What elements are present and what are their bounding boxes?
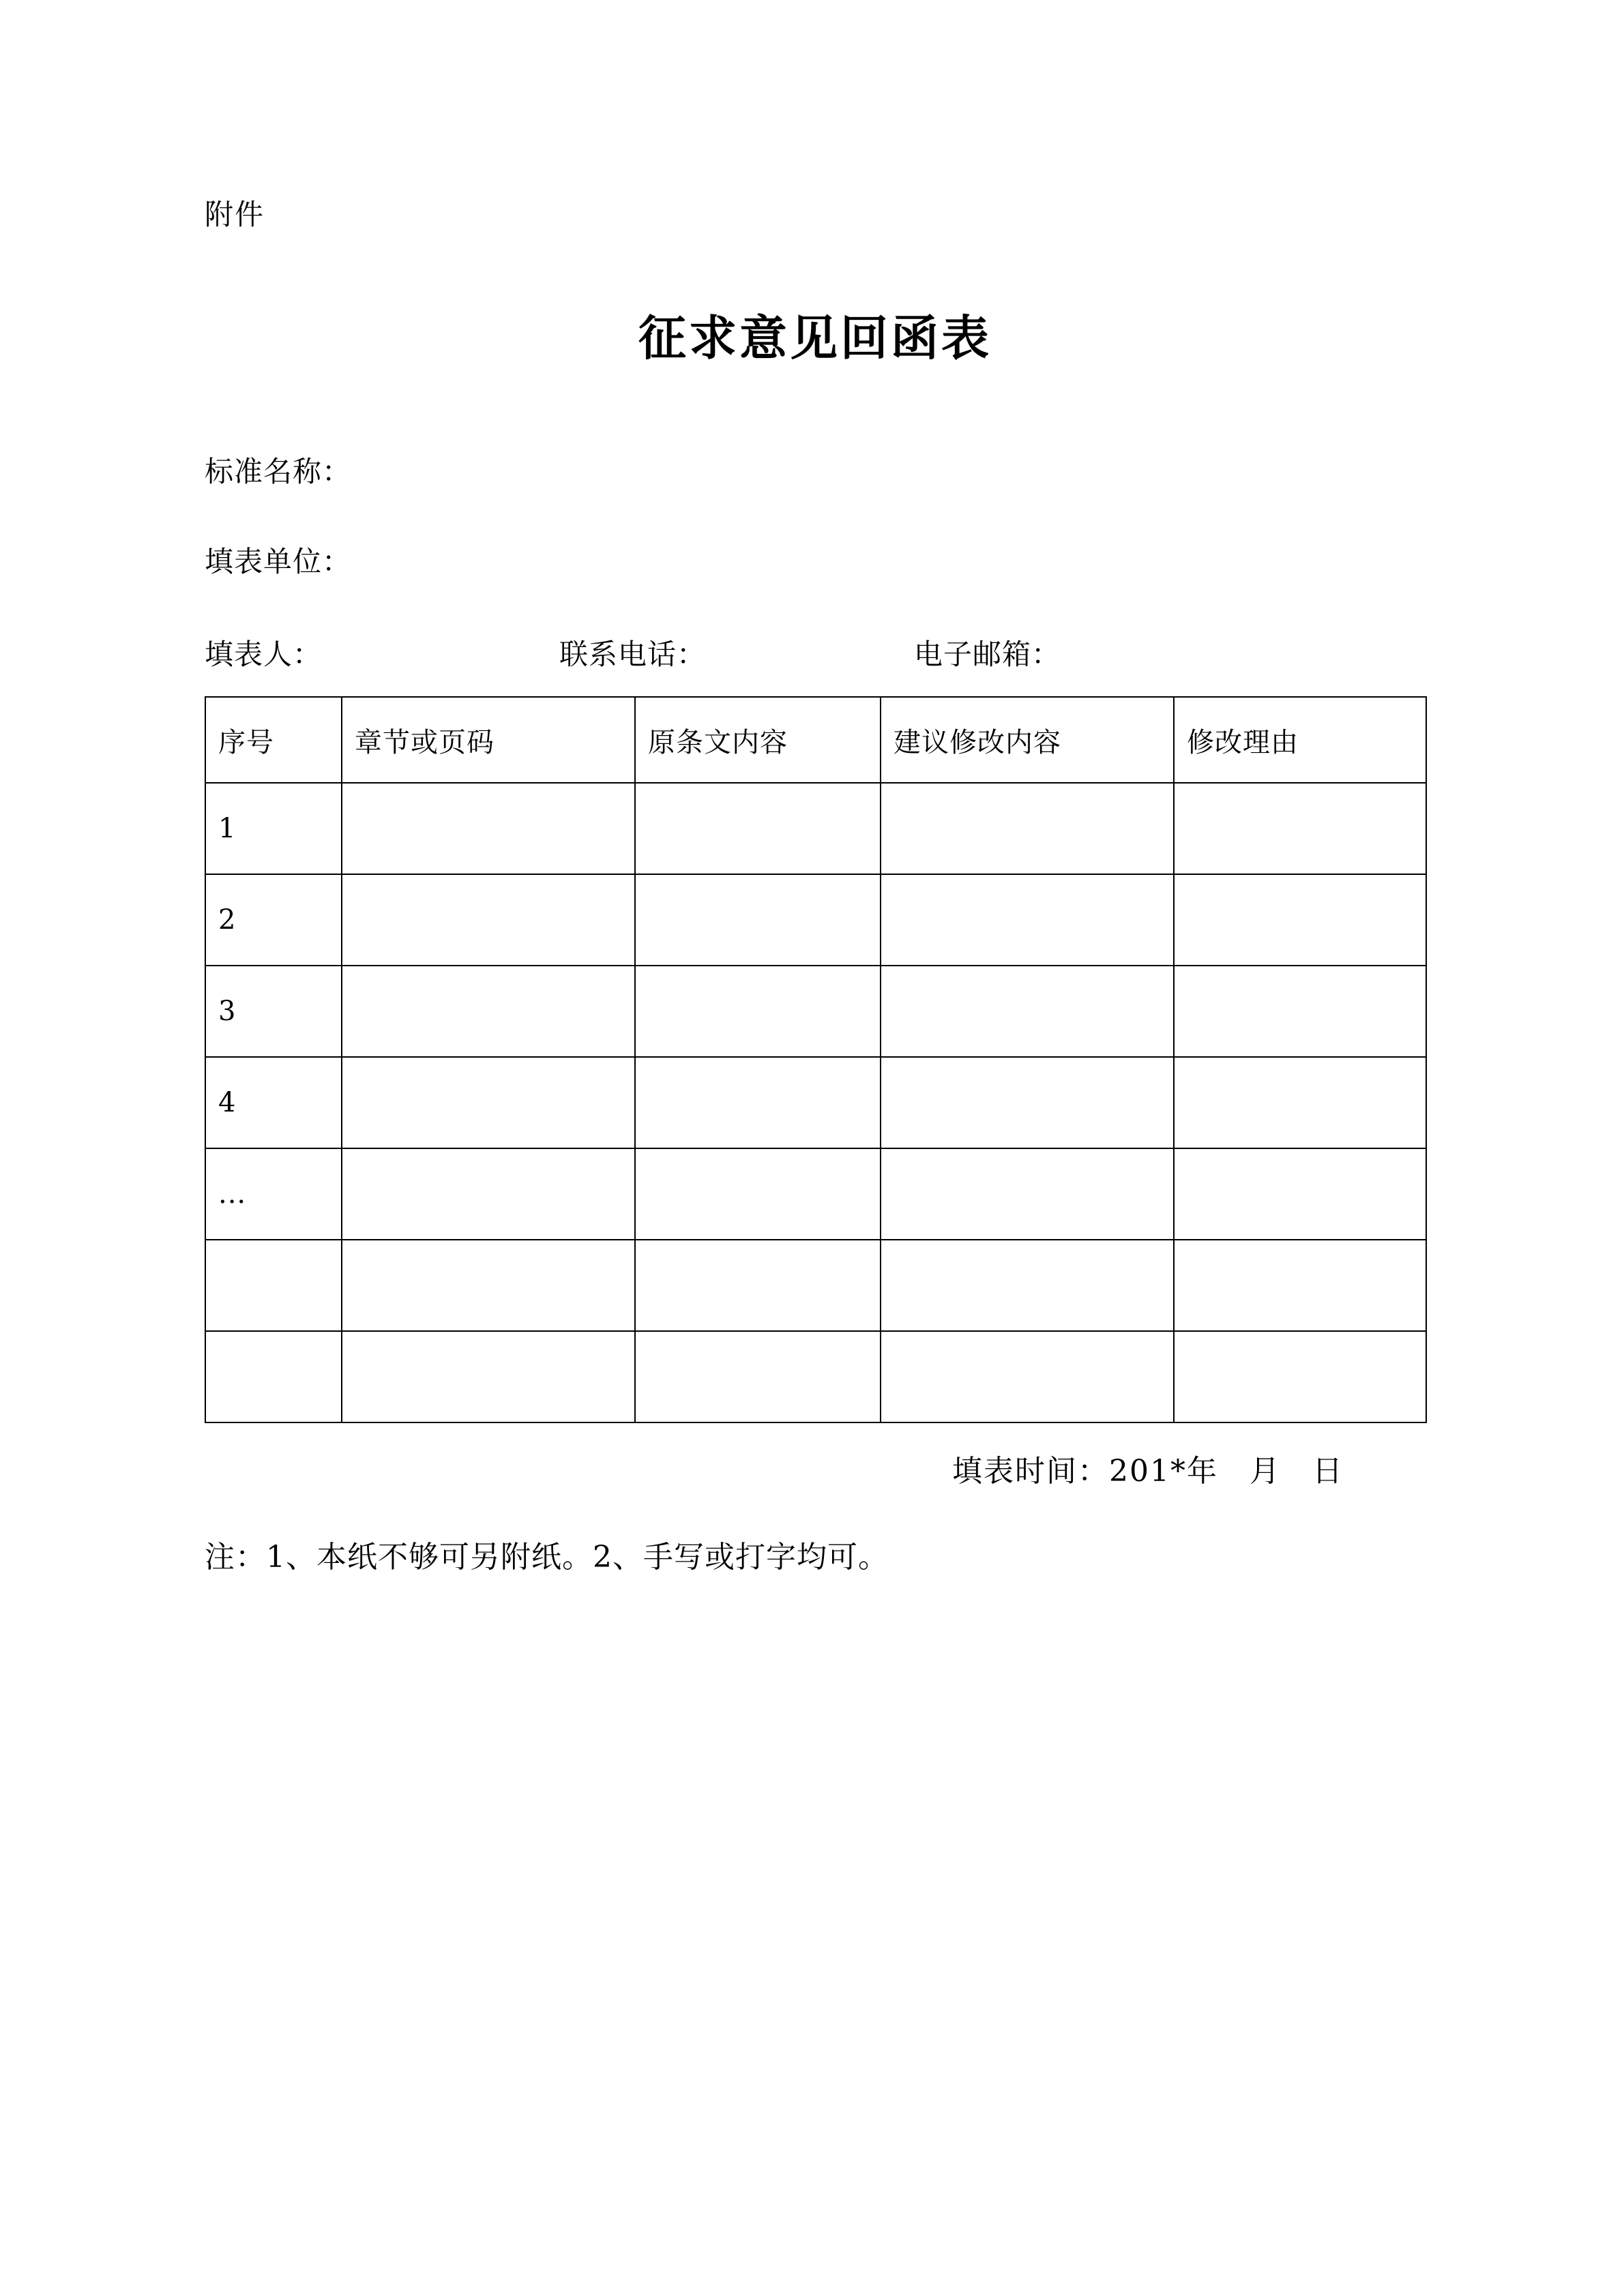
cell-original[interactable] — [635, 966, 881, 1057]
cell-chapter[interactable] — [342, 1148, 635, 1240]
cell-original[interactable] — [635, 1057, 881, 1148]
cell-original[interactable] — [635, 1148, 881, 1240]
cell-reason[interactable] — [1174, 966, 1426, 1057]
cell-reason[interactable] — [1174, 1240, 1426, 1331]
cell-reason[interactable] — [1174, 874, 1426, 966]
field-email: 电子邮箱： — [914, 638, 1061, 672]
cell-suggestion[interactable] — [881, 1148, 1174, 1240]
attachment-label: 附件 — [205, 198, 265, 231]
field-filling-unit: 填表单位： — [205, 545, 352, 579]
field-standard-name: 标准名称： — [205, 455, 352, 489]
cell-reason[interactable] — [1174, 1057, 1426, 1148]
table-header-suggestion: 建议修改内容 — [881, 697, 1174, 783]
table-header-no: 序号 — [205, 697, 342, 783]
field-filler: 填表人： — [205, 638, 323, 672]
table-row — [205, 1331, 1426, 1422]
cell-chapter[interactable] — [342, 1331, 635, 1422]
table-row — [205, 1240, 1426, 1331]
table-row — [205, 1057, 1426, 1148]
cell-original[interactable] — [635, 1331, 881, 1422]
cell-suggestion[interactable] — [881, 874, 1174, 966]
cell-chapter[interactable] — [342, 966, 635, 1057]
cell-suggestion[interactable] — [881, 1057, 1174, 1148]
cell-reason[interactable] — [1174, 1331, 1426, 1422]
table-row — [205, 874, 1426, 966]
cell-original[interactable] — [635, 1240, 881, 1331]
cell-chapter[interactable] — [342, 783, 635, 874]
cell-original[interactable] — [635, 874, 881, 966]
table-row — [205, 1148, 1426, 1240]
table-header-reason: 修改理由 — [1174, 697, 1426, 783]
table-row — [205, 966, 1426, 1057]
cell-chapter[interactable] — [342, 1057, 635, 1148]
cell-no: ... — [205, 1148, 342, 1240]
table-header-chapter: 章节或页码 — [342, 697, 635, 783]
field-contact-phone: 联系电话： — [559, 638, 707, 672]
cell-no[interactable] — [205, 1240, 342, 1331]
cell-no: 3 — [205, 966, 342, 1057]
cell-chapter[interactable] — [342, 874, 635, 966]
field-row-contact — [205, 632, 1426, 673]
fill-date-line: 填表时间：201*年 月 日 — [952, 1454, 1344, 1489]
cell-reason[interactable] — [1174, 1148, 1426, 1240]
page-title: 征求意见回函表 — [638, 310, 992, 367]
cell-chapter[interactable] — [342, 1240, 635, 1331]
cell-no[interactable] — [205, 1331, 342, 1422]
cell-no: 2 — [205, 874, 342, 966]
cell-no: 1 — [205, 783, 342, 874]
cell-suggestion[interactable] — [881, 1331, 1174, 1422]
cell-suggestion[interactable] — [881, 1240, 1174, 1331]
cell-suggestion[interactable] — [881, 783, 1174, 874]
cell-reason[interactable] — [1174, 783, 1426, 874]
cell-suggestion[interactable] — [881, 966, 1174, 1057]
cell-original[interactable] — [635, 783, 881, 874]
table-header-original: 原条文内容 — [635, 697, 881, 783]
footer-note: 注：1、本纸不够可另附纸。2、手写或打字均可。 — [205, 1540, 889, 1575]
table-header-row — [205, 697, 1426, 783]
opinion-table — [205, 696, 1427, 1423]
document-content — [205, 198, 1426, 1576]
cell-no: 4 — [205, 1057, 342, 1148]
table-row — [205, 783, 1426, 874]
